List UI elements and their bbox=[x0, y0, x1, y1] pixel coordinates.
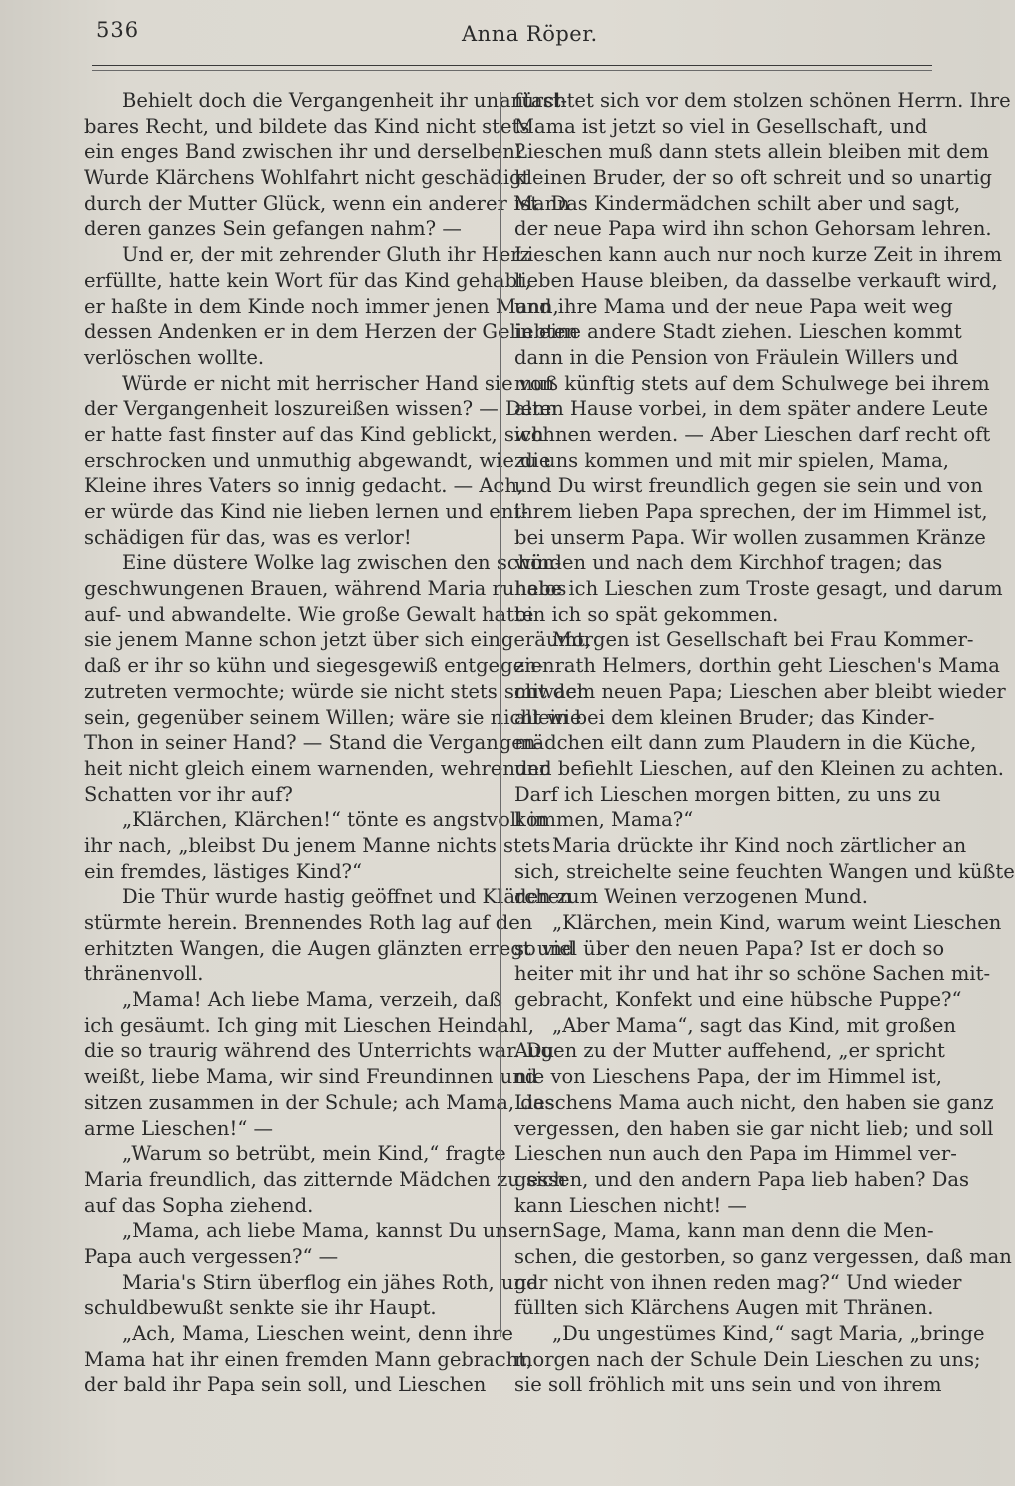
text-line: Darf ich Lieschen morgen bitten, zu uns zu bbox=[514, 782, 941, 806]
text-line: „Warum so betrübt, mein Kind,“ fragte bbox=[122, 1142, 506, 1166]
text-line: Morgen ist Gesellschaft bei Frau Kommer- bbox=[552, 628, 974, 652]
text-line: gar nicht von ihnen reden mag?“ Und wieder bbox=[514, 1270, 962, 1294]
text-line: sitzen zusammen in der Schule; ach Mama, das bbox=[84, 1090, 555, 1114]
text-line: Lieschen kann auch nur noch kurze Zeit in ihrem bbox=[514, 243, 1002, 267]
text-line: er würde das Kind nie lieben lernen und ent- bbox=[84, 500, 528, 523]
text-line: dann in die Pension von Fräulein Willers und bbox=[514, 345, 959, 369]
text-line: Würde er nicht mit herrischer Hand sie von bbox=[122, 371, 555, 395]
text-line: sich, streichelte seine feuchten Wangen und küßte bbox=[514, 859, 1015, 883]
text-line: sein, gegenüber seinem Willen; wäre sie nicht wie bbox=[84, 705, 582, 729]
text-line: „Ach, Mama, Lieschen weint, denn ihre bbox=[122, 1322, 513, 1345]
text-line: und Du wirst freundlich gegen sie sein und von bbox=[514, 474, 983, 498]
text-line: geschwungenen Brauen, während Maria ruhelos bbox=[84, 577, 567, 601]
text-line: „Aber Mama“, sagt das Kind, mit großen bbox=[552, 1013, 956, 1037]
running-head: Anna Röper. bbox=[462, 22, 598, 46]
text-line: ihrem lieben Papa sprechen, der im Himmel ist, bbox=[514, 500, 988, 523]
text-line: winden und nach dem Kirchhof tragen; das bbox=[514, 551, 943, 575]
text-line: fürchtet sich vor dem stolzen schönen Herrn. Ihre bbox=[514, 89, 1011, 112]
text-line: der Vergangenheit loszureißen wissen? — Denn bbox=[84, 397, 558, 421]
text-line: lieben Hause bleiben, da dasselbe verkauft wird, bbox=[514, 268, 998, 292]
text-line: schuldbewußt senkte sie ihr Haupt. bbox=[84, 1296, 437, 1320]
text-line: „Mama! Ach liebe Mama, verzeih, daß bbox=[122, 988, 502, 1012]
text-line: muß künftig stets auf dem Schulwege bei ihrem bbox=[514, 371, 990, 395]
text-line: Behielt doch die Vergangenheit ihr unantast- bbox=[122, 89, 568, 112]
text-line: mädchen eilt dann zum Plaudern in die Küche, bbox=[514, 731, 977, 755]
text-line: allein bei dem kleinen Bruder; das Kinder- bbox=[514, 705, 935, 729]
text-line: Und er, der mit zehrender Gluth ihr Herz bbox=[122, 243, 530, 267]
text-line: schädigen für das, was es verlor! bbox=[84, 525, 412, 549]
header-rule bbox=[92, 65, 932, 66]
text-line: Mama hat ihr einen fremden Mann gebracht, bbox=[84, 1347, 533, 1371]
text-line: füllten sich Klärchens Augen mit Thränen. bbox=[514, 1296, 934, 1320]
text-line: der bald ihr Papa sein soll, und Lieschen bbox=[84, 1373, 487, 1397]
text-line: der neue Papa wird ihn schon Gehorsam lehren. bbox=[514, 217, 992, 241]
text-line: ihr nach, „bleibst Du jenem Manne nichts stets bbox=[84, 833, 551, 857]
text-line: sie soll fröhlich mit uns sein und von ihrem bbox=[514, 1373, 942, 1397]
text-line: bares Recht, und bildete das Kind nicht stets bbox=[84, 114, 530, 138]
text-line: stürmte herein. Brennendes Roth lag auf den bbox=[84, 911, 533, 934]
header-rule-secondary bbox=[92, 70, 932, 71]
text-line: heiter mit ihr und hat ihr so schöne Sachen mit- bbox=[514, 962, 991, 986]
text-line: kleinen Bruder, der so oft schreit und so unartig bbox=[514, 166, 992, 190]
text-line: den zum Weinen verzogenen Mund. bbox=[514, 885, 868, 909]
text-line: ich gesäumt. Ich ging mit Lieschen Heindahl, bbox=[84, 1013, 534, 1037]
text-line: „Du ungestümes Kind,“ sagt Maria, „bringe bbox=[552, 1322, 985, 1345]
text-line: Eine düstere Wolke lag zwischen den schön- bbox=[122, 551, 562, 575]
text-line: er hatte fast finster auf das Kind geblickt, sich bbox=[84, 422, 544, 446]
text-line: Lieschen nun auch den Papa im Himmel ver- bbox=[514, 1142, 957, 1166]
text-line: verlöschen wollte. bbox=[84, 345, 265, 369]
text-line: dessen Andenken er in dem Herzen der Geliebten bbox=[84, 320, 578, 344]
text-line: schen, die gestorben, so ganz vergessen, daß man bbox=[514, 1244, 1012, 1268]
text-line: Mama ist jetzt so viel in Gesellschaft, und bbox=[514, 114, 928, 138]
text-line: deren ganzes Sein gefangen nahm? — bbox=[84, 217, 462, 241]
text-line: kommen, Mama?“ bbox=[514, 808, 694, 832]
text-line: habe ich Lieschen zum Troste gesagt, und darum bbox=[514, 577, 1003, 601]
text-line: ein enges Band zwischen ihr und derselben? bbox=[84, 140, 526, 164]
text-line: in eine andere Stadt ziehen. Lieschen kommt bbox=[514, 320, 962, 344]
text-line: bin ich so spät gekommen. bbox=[514, 602, 779, 626]
text-line: Maria freundlich, das zitternde Mädchen zu sich bbox=[84, 1167, 566, 1191]
text-line: erfüllte, hatte kein Wort für das Kind gehabt, bbox=[84, 268, 532, 292]
text-line: Sage, Mama, kann man denn die Men- bbox=[552, 1219, 934, 1243]
page-header bbox=[0, 0, 1000, 80]
text-line: „Mama, ach liebe Mama, kannst Du unsern bbox=[122, 1219, 552, 1243]
text-line: ein fremdes, lästiges Kind?“ bbox=[84, 859, 362, 883]
text-line: Papa auch vergessen?“ — bbox=[84, 1244, 339, 1268]
text-line: und befiehlt Lieschen, auf den Kleinen zu achten. bbox=[514, 756, 1004, 780]
text-line: und ihre Mama und der neue Papa weit weg bbox=[514, 294, 953, 318]
text-line: Lieschens Mama auch nicht, den haben sie ganz bbox=[514, 1090, 994, 1114]
text-line: erhitzten Wangen, die Augen glänzten erregt und bbox=[84, 936, 575, 960]
text-line: thränenvoll. bbox=[84, 962, 204, 986]
text-line: ist. Das Kindermädchen schilt aber und sagt, bbox=[514, 191, 961, 215]
text-line: „Klärchen, Klärchen!“ tönte es angstvoll in bbox=[122, 808, 548, 832]
text-line: erschrocken und unmuthig abgewandt, wie die bbox=[84, 448, 551, 472]
text-line: nie von Lieschens Papa, der im Himmel ist, bbox=[514, 1065, 942, 1089]
text-line: auf- und abwandelte. Wie große Gewalt hatte bbox=[84, 602, 534, 626]
text-line: zu uns kommen und mit mir spielen, Mama, bbox=[514, 448, 949, 472]
text-line: gebracht, Konfekt und eine hübsche Puppe?“ bbox=[514, 988, 962, 1012]
page-number: 536 bbox=[96, 18, 140, 42]
text-line: Kleine ihres Vaters so innig gedacht. — Ach, bbox=[84, 474, 524, 498]
text-line: auf das Sopha ziehend. bbox=[84, 1193, 314, 1217]
text-line: heit nicht gleich einem warnenden, wehrenden bbox=[84, 756, 552, 780]
text-line: wohnen werden. — Aber Lieschen darf recht oft bbox=[514, 422, 991, 446]
left-column bbox=[84, 88, 591, 1398]
text-line: mit dem neuen Papa; Lieschen aber bleibt wieder bbox=[514, 679, 1006, 703]
text-line: Schatten vor ihr auf? bbox=[84, 782, 293, 806]
text-line: Maria drückte ihr Kind noch zärtlicher an bbox=[552, 833, 967, 857]
text-line: zienrath Helmers, dorthin geht Lieschen's Mama bbox=[514, 654, 1000, 678]
text-line: die so traurig während des Unterrichts war. Du bbox=[84, 1039, 555, 1063]
text-line: morgen nach der Schule Dein Lieschen zu uns; bbox=[514, 1347, 981, 1371]
text-line: sie jenem Manne schon jetzt über sich eingeräumt, bbox=[84, 628, 591, 652]
text-line: Lieschen muß dann stets allein bleiben mit dem bbox=[514, 140, 989, 164]
text-line: alten Hause vorbei, in dem später andere Leute bbox=[514, 397, 989, 421]
text-line: gessen, und den andern Papa lieb haben? Das bbox=[514, 1167, 969, 1191]
text-line: Die Thür wurde hastig geöffnet und Klärchen bbox=[122, 885, 572, 909]
text-line: zutreten vermochte; würde sie nicht stets schwach bbox=[84, 679, 590, 703]
text-line: er haßte in dem Kinde noch immer jenen Mann, bbox=[84, 294, 559, 318]
text-line: bei unserm Papa. Wir wollen zusammen Kränze bbox=[514, 525, 986, 549]
text-line: Augen zu der Mutter auffehend, „er spricht bbox=[514, 1039, 945, 1063]
text-line: kann Lieschen nicht! — bbox=[514, 1193, 747, 1217]
text-line: Maria's Stirn überflog ein jähes Roth, und bbox=[122, 1270, 539, 1294]
text-line: daß er ihr so kühn und siegesgewiß entgegen- bbox=[84, 654, 544, 678]
text-line: Wurde Klärchens Wohlfahrt nicht geschädigt bbox=[84, 166, 530, 190]
text-line: weißt, liebe Mama, wir sind Freundinnen und bbox=[84, 1065, 538, 1089]
text-line: durch der Mutter Glück, wenn ein anderer Mann bbox=[84, 191, 570, 215]
text-line: arme Lieschen!“ — bbox=[84, 1116, 273, 1140]
text-line: vergessen, den haben sie gar nicht lieb; und soll bbox=[514, 1116, 994, 1140]
text-line: so viel über den neuen Papa? Ist er doch so bbox=[514, 936, 945, 960]
column-divider bbox=[500, 92, 501, 1337]
right-column bbox=[514, 88, 1015, 1398]
text-line: „Klärchen, mein Kind, warum weint Lieschen bbox=[552, 911, 1002, 934]
text-line: Thon in seiner Hand? — Stand die Vergangen- bbox=[84, 731, 542, 755]
